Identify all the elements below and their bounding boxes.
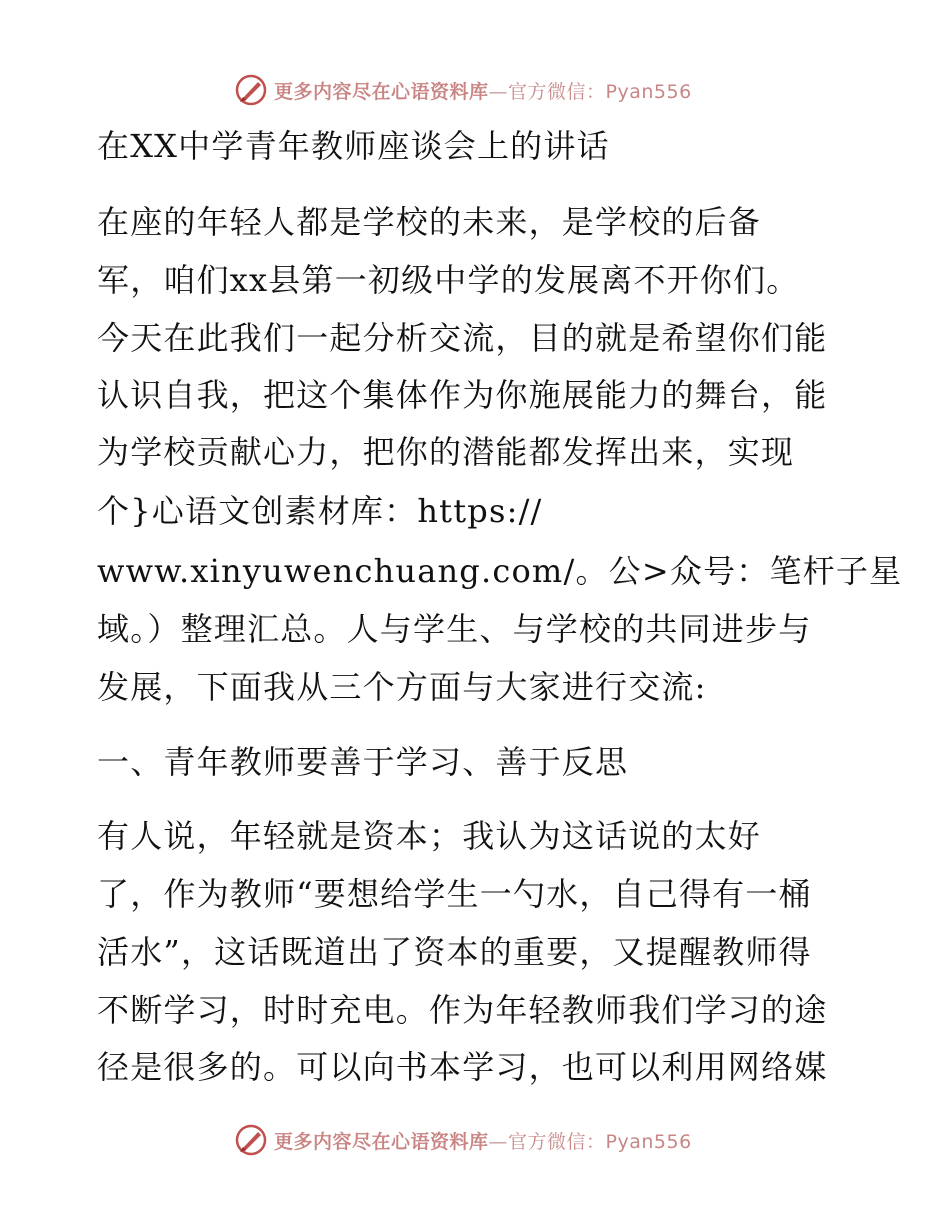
- text-line: 在座的年轻人都是学校的未来，是学校的后备: [97, 203, 762, 241]
- watermark-main: 更多内容尽在心语资料库: [274, 80, 489, 103]
- text-line: 今天在此我们一起分析交流，目的就是希望你们能: [97, 319, 828, 357]
- text-line: 军，咱们xx县第一初级中学的发展离不开你们。: [97, 261, 800, 299]
- text-line: 径是很多的。可以向书本学习，也可以利用网络媒: [97, 1048, 828, 1086]
- text-line: 活水”，这话既道出了资本的重要，又提醒教师得: [97, 933, 812, 971]
- watermark-main: 更多内容尽在心语资料库: [274, 1130, 489, 1153]
- quill-logo-icon: [234, 73, 268, 107]
- text-line: 为学校贡献心力，把你的潜能都发挥出来，实现: [97, 433, 795, 471]
- header-watermark: [234, 70, 754, 110]
- watermark-text: [274, 1127, 692, 1154]
- watermark-text: [274, 77, 692, 104]
- text-line: 不断学习，时时充电。作为年轻教师我们学习的途: [97, 991, 828, 1029]
- quill-logo-icon: [234, 1123, 268, 1157]
- watermark-id: Pyan556: [605, 80, 692, 103]
- watermark-separator: —: [488, 1130, 509, 1153]
- watermark-label: 官方微信：: [508, 1130, 606, 1153]
- footer-watermark: [234, 1120, 754, 1160]
- text-line: 有人说，年轻就是资本；我认为这话说的太好: [97, 817, 762, 855]
- watermark-id: Pyan556: [605, 1130, 692, 1153]
- text-line: 发展，下面我从三个方面与大家进行交流:: [97, 668, 707, 706]
- document-title: 在XX中学青年教师座谈会上的讲话: [97, 127, 610, 165]
- text-line: 域。）整理汇总。人与学生、与学校的共同进步与: [97, 610, 812, 648]
- watermark-separator: —: [488, 80, 509, 103]
- text-line: 认识自我，把这个集体作为你施展能力的舞台，能: [97, 376, 828, 414]
- text-line: www.xinyuwenchuang.com/。公>众号：笔杆子星: [97, 552, 903, 590]
- watermark-label: 官方微信：: [508, 80, 606, 103]
- text-line: 个}心语文创素材库：https://: [97, 492, 543, 530]
- section-heading: 一、青年教师要善于学习、善于反思: [97, 743, 629, 781]
- text-line: 了，作为教师“要想给学生一勺水，自己得有一桶: [97, 875, 812, 913]
